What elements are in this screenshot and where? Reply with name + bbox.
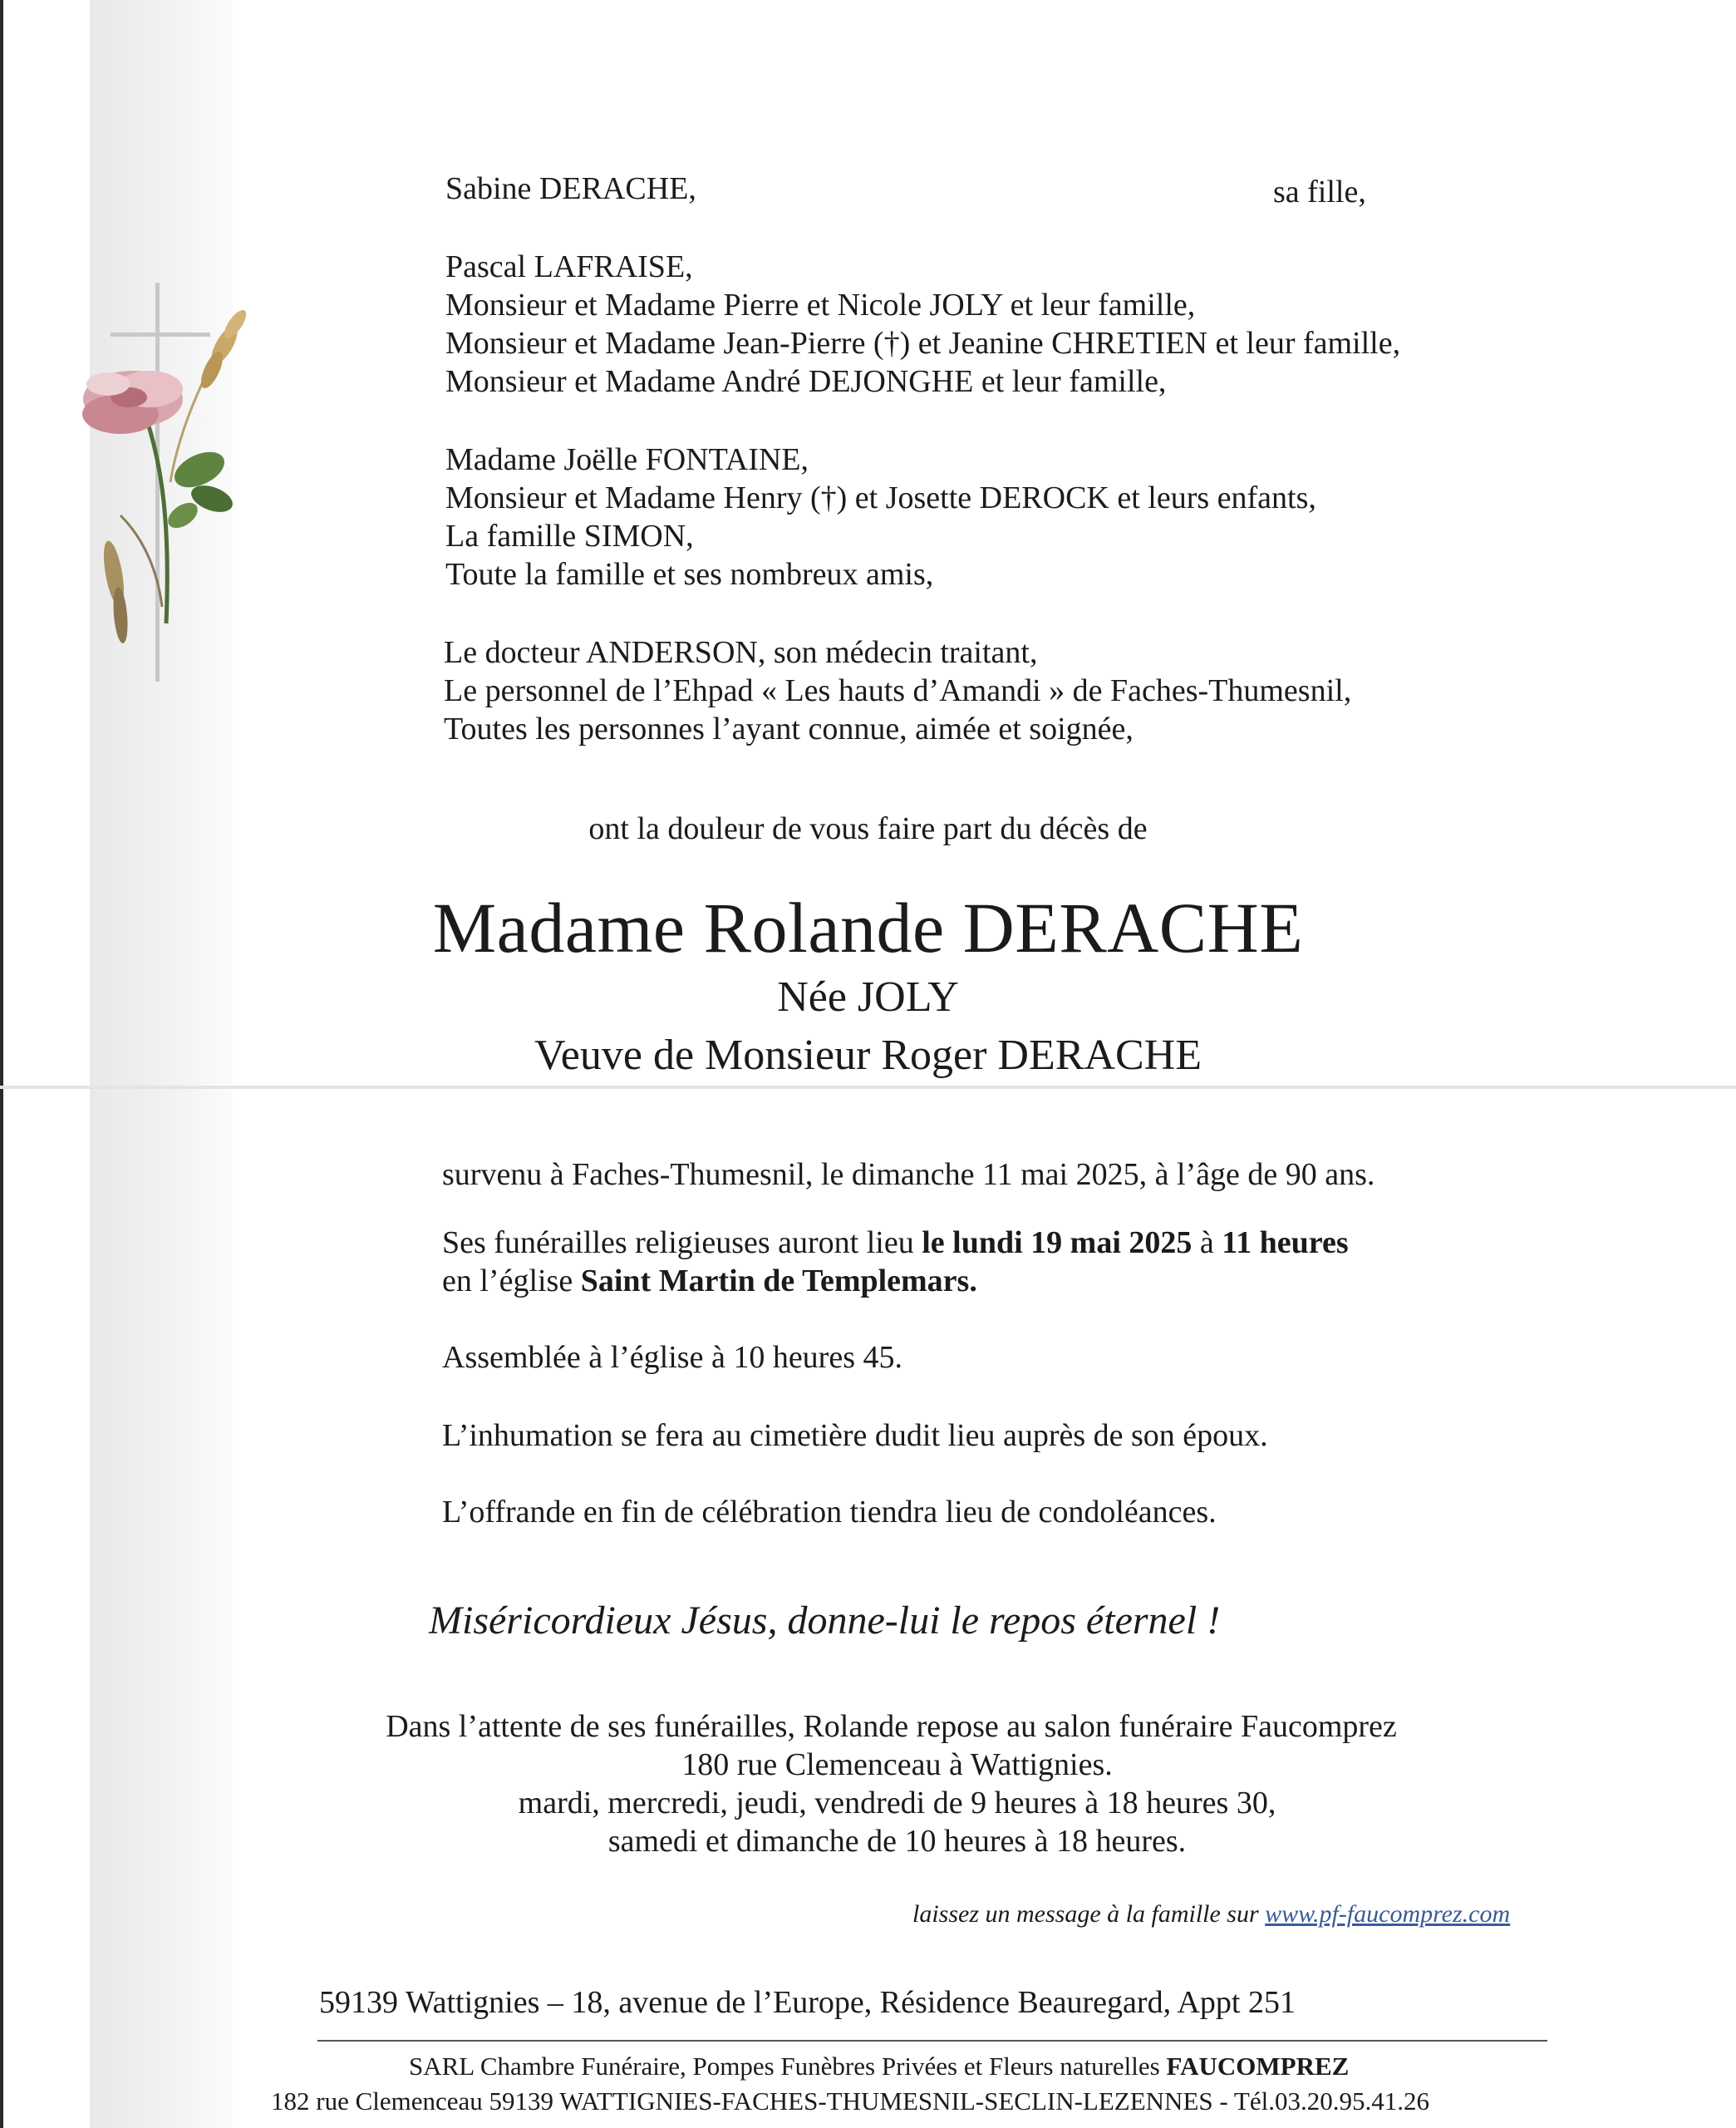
message-text: laissez un message à la famille sur (912, 1900, 1266, 1928)
family-line: Monsieur et Madame Henry (†) et Josette DEROCK et leurs enfants, (445, 480, 1316, 515)
funeral-text: à (1192, 1225, 1222, 1260)
family-line: Monsieur et Madame Jean-Pierre (†) et Jeanine CHRETIEN et leur famille, (445, 326, 1401, 361)
funeral-line-2 (442, 1262, 977, 1300)
visitation-line: Dans l’attente de ses funérailles, Rolande repose au salon funéraire Faucomprez (386, 1709, 1397, 1744)
page-fold-line (0, 1086, 1736, 1089)
footer-address: 182 rue Clemenceau 59139 WATTIGNIES-FACHES-THUMESNIL-SECLIN-LEZENNES - Tél.03.20.95.41.26 (271, 2086, 1429, 2116)
family-group-1 (445, 248, 1400, 401)
footer-company-name: FAUCOMPREZ (1166, 2052, 1350, 2081)
family-line: Toutes les personnes l’ayant connue, aimée et soignée, (444, 712, 1134, 746)
visitation-block (0, 1707, 1736, 1860)
funeral-church: Saint Martin de Templemars. (580, 1264, 977, 1298)
family-address: 59139 Wattignies – 18, avenue de l’Europe, Résidence Beauregard, Appt 251 (319, 1985, 1296, 2020)
funeral-line-1 (442, 1224, 1349, 1262)
footer-company-text: SARL Chambre Funéraire, Pompes Funèbres Privées et Fleurs naturelles (409, 2052, 1167, 2081)
family-line: Toute la famille et ses nombreux amis, (445, 557, 934, 592)
footer-company (409, 2050, 1349, 2083)
visitation-line: mardi, mercredi, jeudi, vendredi de 9 heures à 18 heures 30, (518, 1786, 1276, 1820)
family-line: Monsieur et Madame André DEJONGHE et leur famille, (445, 364, 1167, 399)
rose-flower-icon (82, 371, 183, 434)
daughter-name: Sabine DERACHE, (445, 171, 696, 206)
widow-of: Veuve de Monsieur Roger DERACHE (534, 1032, 1202, 1079)
family-line: Monsieur et Madame Pierre et Nicole JOLY et leur famille, (445, 288, 1196, 323)
daughter-relation: sa fille, (1273, 175, 1366, 209)
burial-info: L’inhumation se fera au cimetière dudit lieu auprès de son époux. (442, 1418, 1268, 1453)
prayer-text: Miséricordieux Jésus, donne-lui le repos éternel ! (429, 1598, 1221, 1643)
family-group-3 (444, 633, 1351, 748)
family-line: Le docteur ANDERSON, son médecin traitant, (444, 635, 1038, 670)
cross-rose-ornament (46, 274, 262, 690)
announcement-text (0, 810, 1736, 848)
message-line (912, 1900, 1510, 1928)
family-line: Pascal LAFRAISE, (445, 249, 693, 284)
funeral-date: le lundi 19 mai 2025 (922, 1225, 1193, 1260)
death-info: survenu à Faches-Thumesnil, le dimanche 11 mai 2025, à l’âge de 90 ans. (442, 1157, 1375, 1192)
family-group-2 (445, 441, 1316, 594)
family-line: La famille SIMON, (445, 519, 694, 554)
assembly-info: Assemblée à l’église à 10 heures 45. (442, 1340, 902, 1375)
visitation-line: 180 rue Clemenceau à Wattignies. (681, 1747, 1113, 1782)
family-line: Madame Joëlle FONTAINE, (445, 442, 809, 477)
website-link[interactable]: www.pf-faucomprez.com (1265, 1900, 1511, 1928)
funeral-text: Ses funérailles religieuses auront lieu (442, 1225, 922, 1260)
deceased-name: Madame Rolande DERACHE (432, 888, 1304, 968)
family-line: Le personnel de l’Ehpad « Les hauts d’Amandi » de Faches-Thumesnil, (444, 673, 1352, 708)
offering-info: L’offrande en fin de célébration tiendra lieu de condoléances. (442, 1495, 1217, 1530)
funeral-time: 11 heures (1222, 1225, 1349, 1260)
funeral-text: en l’église (442, 1264, 581, 1298)
footer-divider (317, 2040, 1547, 2042)
maiden-name: Née JOLY (777, 973, 959, 1021)
visitation-line: samedi et dimanche de 10 heures à 18 heures. (607, 1824, 1187, 1859)
announcement-label: ont la douleur de vous faire part du décès de (588, 811, 1148, 846)
